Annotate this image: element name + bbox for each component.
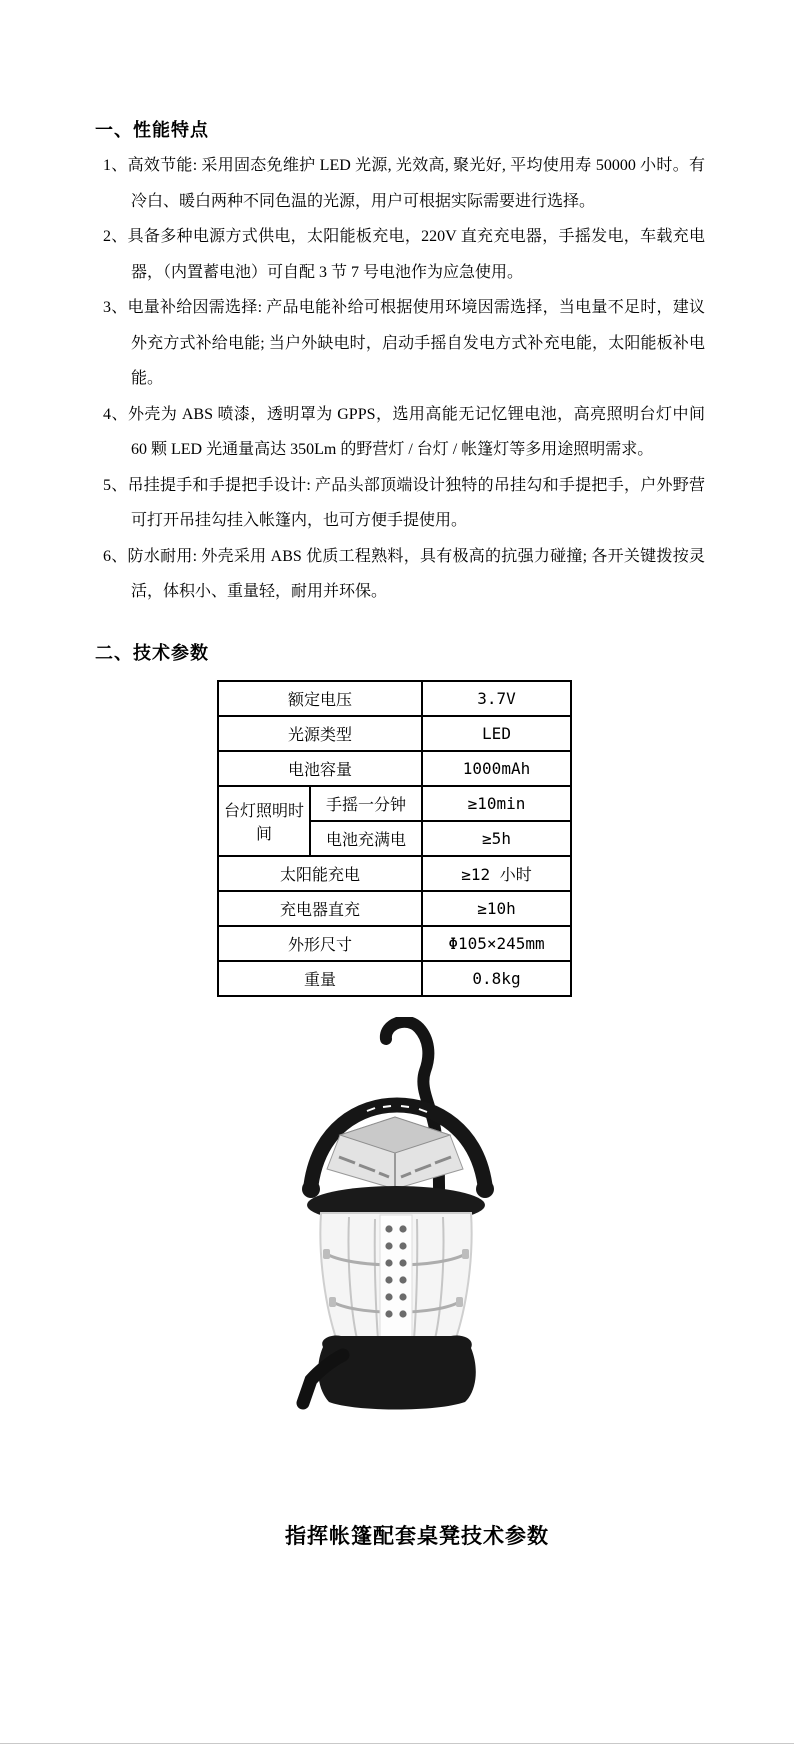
spec-label: 额定电压 — [218, 681, 422, 716]
table-row — [218, 891, 571, 926]
lantern-illustration — [279, 1017, 524, 1417]
list-item-text: 高效节能: 采用固态免维护 LED 光源, 光效高, 聚光好, 平均使用寿 50000 小时。有冷白、暖白两种不同色温的光源，用户可根据实际需要进行选择。 — [127, 157, 705, 210]
table-row — [218, 751, 571, 786]
list-item-text: 具备多种电源方式供电，太阳能板充电，220V 直充充电器，手摇发电，车载充电器，（内置蓄电池）可自配 3 节 7 号电池作为应急使用。 — [127, 228, 705, 281]
spec-value: LED — [422, 716, 571, 751]
table-row — [218, 716, 571, 751]
table-row — [218, 786, 571, 821]
spec-label: 电池容量 — [218, 751, 422, 786]
table-row — [218, 681, 571, 716]
spec-value: ≥5h — [422, 821, 571, 856]
spec-value: 3.7V — [422, 681, 571, 716]
table-row — [218, 926, 571, 961]
list-item — [103, 290, 705, 397]
list-item — [103, 148, 705, 219]
list-item-text: 外壳为 ABS 喷漆，透明罩为 GPPS，选用高能无记忆锂电池，高亮照明台灯中间 60 颗 LED 光通量高达 350Lm 的野营灯 / 台灯 / 帐篷灯等多用途照明需求。 — [127, 405, 705, 458]
lantern-base — [303, 1335, 476, 1409]
spec-sublabel: 电池充满电 — [310, 821, 422, 856]
list-item-text: 吊挂提手和手提把手设计: 产品头部顶端设计独特的吊挂勾和手提把手，户外野营可打开吊挂勾挂入帐篷内，也可方便手提使用。 — [127, 476, 705, 529]
feature-list — [103, 148, 705, 610]
spec-value: ≥10min — [422, 786, 571, 821]
section-heading-performance: 一、性能特点 — [95, 120, 209, 140]
spec-label: 外形尺寸 — [218, 926, 422, 961]
list-item-text: 电量补给因需选择: 产品电能补给可根据使用环境因需选择，当电量不足时，建议外充方式补给电能; 当户外缺电时，启动手摇自发电方式补充电能，太阳能板补电能。 — [127, 299, 705, 387]
spec-value: ≥12 小时 — [422, 856, 571, 891]
spec-sublabel: 手摇一分钟 — [310, 786, 422, 821]
spec-label-merged: 台灯照明时间 — [218, 786, 310, 856]
list-item-number: 5、 — [103, 476, 128, 494]
spec-label: 重量 — [218, 961, 422, 996]
spec-label: 光源类型 — [218, 716, 422, 751]
document-content — [95, 113, 705, 1550]
spec-value: Φ105×245mm — [422, 926, 571, 961]
list-item-number: 2、 — [103, 228, 128, 245]
list-item-number: 1、 — [103, 157, 128, 174]
list-item-number: 4、 — [103, 405, 128, 423]
list-item — [103, 397, 705, 468]
spec-label: 充电器直充 — [218, 891, 422, 926]
table-row — [218, 961, 571, 996]
list-item-number: 6、 — [103, 547, 128, 565]
footer-title: 指挥帐篷配套桌凳技术参数 — [285, 1523, 549, 1548]
spec-value: 1000mAh — [422, 751, 571, 786]
list-item — [103, 219, 705, 290]
spec-value: ≥10h — [422, 891, 571, 926]
section-heading-specs: 二、技术参数 — [95, 642, 209, 663]
list-item-text: 防水耐用: 外壳采用 ABS 优质工程熟料，具有极高的抗强力碰撞; 各开关键拨按灵活，体积小、重量轻，耐用并环保。 — [127, 547, 705, 600]
product-photo-lantern — [279, 1017, 524, 1417]
list-item — [103, 468, 705, 539]
table-row — [218, 856, 571, 891]
spec-value: 0.8kg — [422, 961, 571, 996]
list-item — [103, 539, 705, 610]
list-item-number: 3、 — [103, 299, 128, 316]
spec-table — [217, 680, 572, 997]
spec-label: 太阳能充电 — [218, 856, 422, 891]
